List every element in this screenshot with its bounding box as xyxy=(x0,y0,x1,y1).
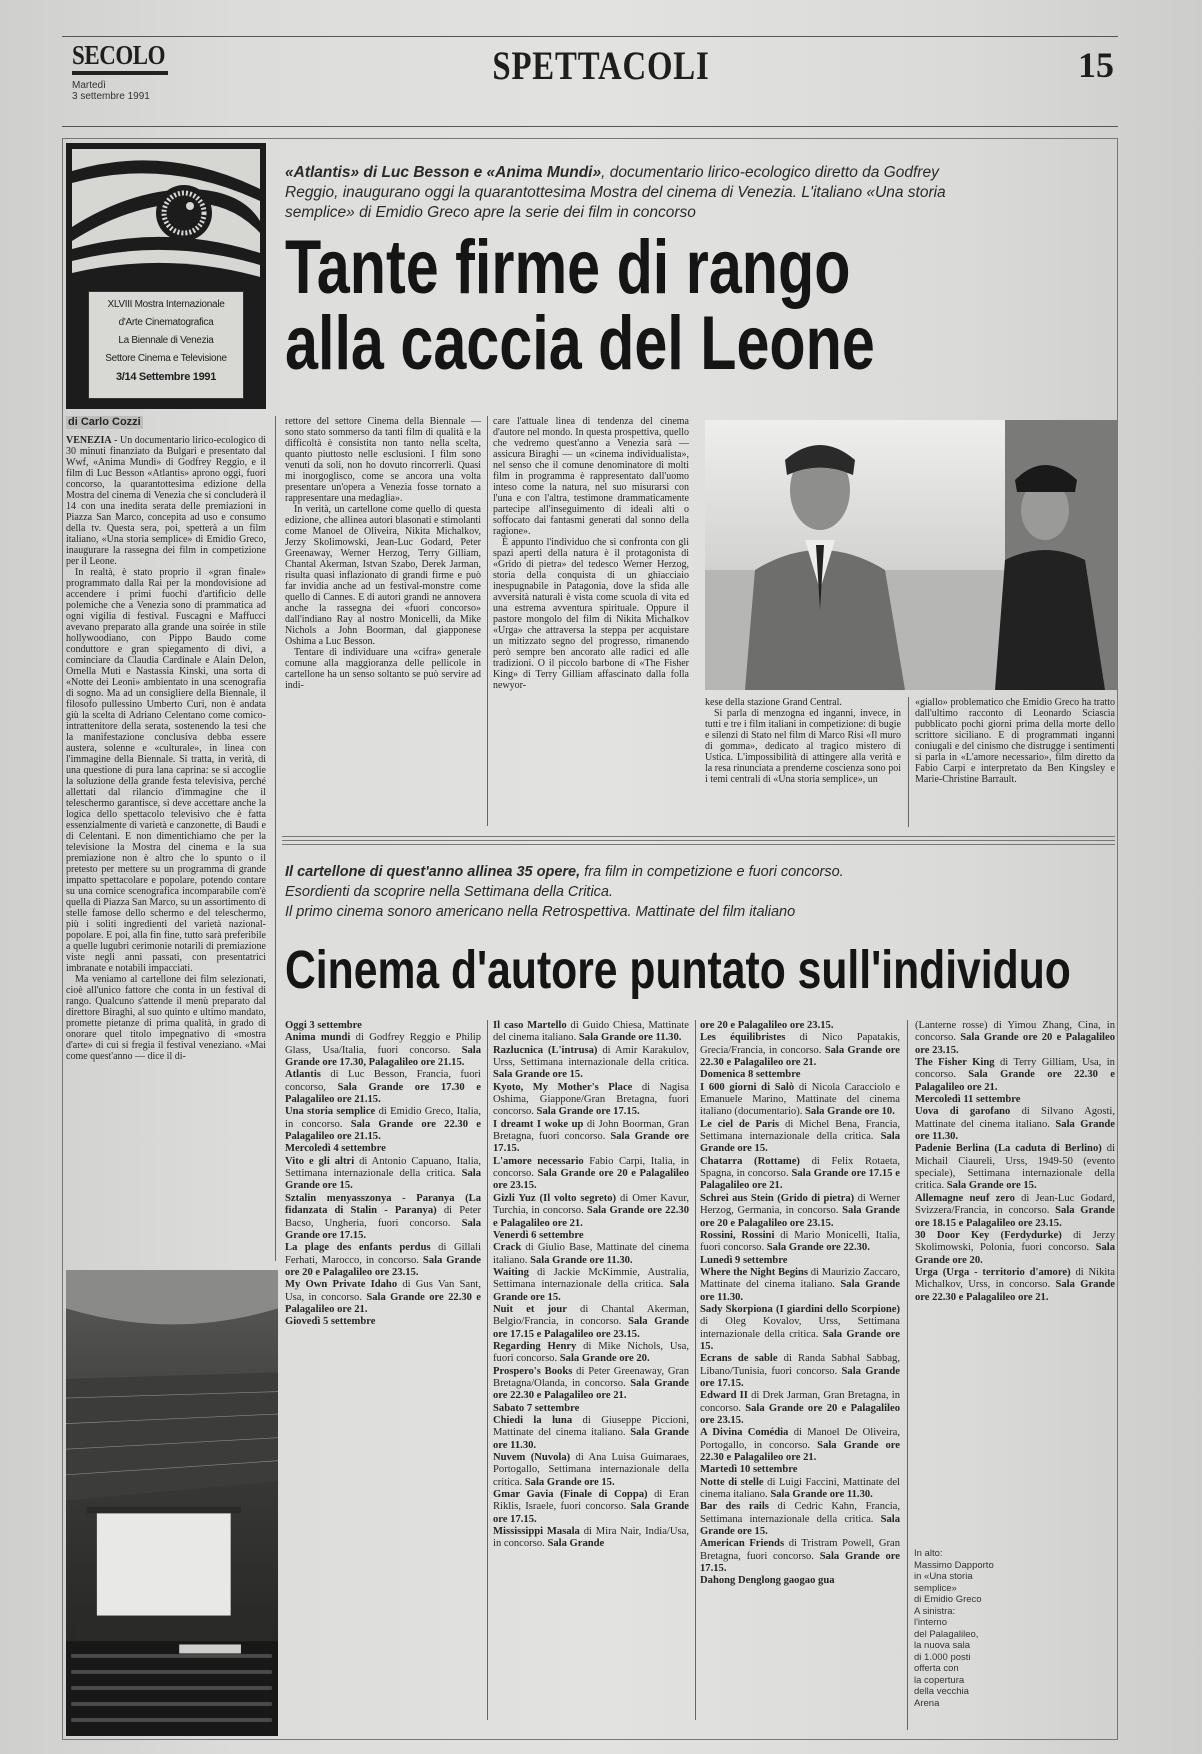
film-details: di Chantal Akerman, Belgio/Francia, in concorso. xyxy=(493,1303,689,1328)
screening-times: Sala Grande ore 17.15. xyxy=(536,1106,640,1118)
film-details: di Giuseppe Piccioni, Mattinate del cinema italiano. xyxy=(493,1415,689,1439)
film-title: L'amore necessario xyxy=(493,1155,584,1167)
film-title: Kyoto, My Mother's Place xyxy=(493,1081,633,1093)
listing-entry xyxy=(700,1427,900,1464)
film-title: Nuit et jour xyxy=(493,1303,567,1315)
listing-day-header: Sabato 7 settembre xyxy=(493,1402,580,1414)
caption-line: offerta con xyxy=(914,1663,959,1674)
screening-times: Sala Grande ore 20 e Palagalileo ore 23.15. xyxy=(700,1205,900,1229)
film-title: Nuvem (Nuvola) xyxy=(493,1452,571,1464)
screening-times: Sala Grande ore 17.15. xyxy=(493,1131,689,1155)
listing-entry xyxy=(493,1489,689,1526)
screening-times: Sala Grande ore 15. xyxy=(700,1131,900,1155)
logo-line: La Biennale di Venezia xyxy=(118,335,214,346)
listing-entry xyxy=(700,1477,900,1502)
logo-line: d'Arte Cinematografica xyxy=(118,317,214,328)
paragraph xyxy=(705,708,901,785)
article1-deck xyxy=(285,163,985,223)
listings-column-3 xyxy=(700,1020,900,1588)
film-details: di Michail Ciaureli, Urss, 1949-50 (evento speciale), Settimana internazionale della critica. xyxy=(915,1143,1116,1192)
paragraph-text: Si parla di menzogna ed inganni, invece, in tutti e tre i film italiani in competizione: di bugie e silenzi di Stato nel film di Marco Risi «Il muro di gomma», dedicato al tragico mistero di Ustica. L'impossibilità di attingere alla verità e la resa rinunciata a prenderne coscienza sono poi i temi centrali di «Una storia semplice», un xyxy=(705,708,901,785)
film-details: di Omer Kavur, Turchia, in concorso. xyxy=(493,1192,689,1217)
film-title: Uova di garofano xyxy=(915,1106,1011,1118)
screening-times: Sala Grande ore 20 e Palagalileo ore 23.15. xyxy=(285,1254,481,1278)
deck-text: fra film in competizione e fuori concorso. xyxy=(580,864,844,880)
film-details: Fabio Carpi, Italia, in concorso. xyxy=(493,1155,689,1180)
screening-times: Sala Grande ore 17.15. xyxy=(285,1217,481,1241)
header-rule xyxy=(62,126,1118,127)
film-still-photo xyxy=(705,420,1117,690)
listing-day-header: Mercoledì 4 settembre xyxy=(285,1143,386,1155)
film-title: Mississippi Masala xyxy=(493,1526,580,1538)
film-title: Gmar Gavia (Finale di Coppa) xyxy=(493,1489,648,1501)
screening-times: Sala Grande ore 20 e Palagalileo ore 23.15. xyxy=(493,1168,689,1192)
film-title: Chiedi la luna xyxy=(493,1415,573,1426)
article1-column-5 xyxy=(915,697,1115,785)
film-details: di Gus Van Sant, Usa, in concorso. xyxy=(285,1279,481,1303)
listing-entry xyxy=(700,1119,900,1156)
film-details: di Manoel De Oliveira, Portogallo, in concorso. xyxy=(700,1427,900,1451)
film-title: Vito e gli altri xyxy=(285,1155,355,1167)
logo-line: Settore Cinema e Televisione xyxy=(105,353,227,364)
screening-times: Sala Grande xyxy=(547,1538,605,1550)
paragraph-text: È appunto l'individuo che si confronta con gli spazi aperti della natura è il protagonista di «Grido di pietra» del tedesco Werner Herzog, storia della conquista di un ghiacciaio inespugnabile in Patagonia, dove la sfida alle avversità naturali è vista come scuola di vita ed una estrema avventura spirituale. Oppure il pastore mongolo del film di Nikita Michalkov «Urga» che attraversa la steppa per acquistare un mitizzato segno del progresso, rimanendo però sempre ben ancorato alle radici ed alle tradizioni. O il piccolo barbone di «The Fisher King» di Terry Gilliam affascinato dalla folla newyor- xyxy=(493,537,689,691)
deck-text: , documentario lirico-ecologico diretto da Godfrey Reggio, inaugurano oggi la quarantottesima Mostra del cinema di Venezia. L'italiano «Una storia semplice» di Emidio Greco apre la serie dei film in concorso xyxy=(285,164,946,221)
headline-line: Tante firme di rango xyxy=(285,225,851,310)
listing-entry xyxy=(285,1106,481,1143)
film-title: I 600 giorni di Salò xyxy=(700,1081,795,1093)
listing-entry xyxy=(915,1106,1115,1143)
film-details: di Tristram Powell, Gran Bretagna, fuori concorso. xyxy=(700,1538,900,1562)
listing-entry xyxy=(700,1501,900,1538)
screening-times: Sala Grande ore 11.30. xyxy=(915,1118,1115,1143)
film-title: Una storia semplice xyxy=(285,1106,376,1118)
film-title: Bar des rails xyxy=(700,1501,769,1513)
film-title: Anima mundi xyxy=(285,1032,351,1044)
listing-day-header: Oggi 3 settembre xyxy=(285,1020,362,1031)
date: 3 settembre 1991 xyxy=(72,91,150,102)
film-details: di John Boorman, Gran Bretagna, fuori concorso. xyxy=(493,1118,689,1143)
film-title: Le ciel de Paris xyxy=(700,1118,780,1130)
film-title: Waiting xyxy=(493,1266,529,1278)
film-details: di Jackie McKimmie, Australia, Settimana internazionale della critica. xyxy=(493,1266,689,1291)
film-details: di Peter Bacso, Ungheria, fuori concorso. xyxy=(285,1205,482,1229)
listing-entry xyxy=(493,1341,689,1366)
paragraph-text: kese della stazione Grand Central. xyxy=(705,697,842,708)
film-details: di Mike Nichols, Usa, fuori concorso. xyxy=(493,1340,689,1365)
listing-day-header: Venerdì 6 settembre xyxy=(493,1229,584,1241)
film-details: di Drek Jarman, Gran Bretagna, in concorso. xyxy=(700,1390,900,1414)
listing-entry xyxy=(700,1193,900,1230)
caption-line: la nuova sala xyxy=(914,1640,970,1651)
film-title: Rossini, Rossini xyxy=(700,1229,775,1241)
screening-times: Sala Grande ore 11.30. xyxy=(578,1032,682,1044)
paragraph xyxy=(493,416,689,537)
film-title: Razlucnica (L'intrusa) xyxy=(493,1044,598,1056)
screening-times: Sala Grande ore 20 e Palagalileo ore 23.15. xyxy=(700,1402,900,1426)
caption-line: del Palagalileo, xyxy=(914,1628,979,1640)
film-details: di Peter Greenaway, Gran Bretagna/Olanda, in concorso. xyxy=(493,1365,689,1389)
caption-line: A sinistra: xyxy=(914,1605,956,1617)
film-title: Chatarra (Rottame) xyxy=(700,1155,800,1167)
listing-day-header: Martedì 10 settembre xyxy=(700,1464,798,1476)
film-title: My Own Private Idaho xyxy=(285,1279,398,1291)
paragraph-text: In realtà, è stato proprio il «gran finale» programmato dalla Rai per la mondovisione ad accendere i primi fuochi d'artificio delle polemiche che a Venezia sono di prammatica ad ogni vigilia di festival. Fuscagni e Maffucci avevano preparato alla grande una soirée in stile hollywoodiano, con Pippo Baudo come conduttore e gran spiegamento di divi, a cominciare da Claudia Cardinale e Alain Delon, Ornella Muti e Nastassia Kinski, una sorta di «Notte dei Leoni» ambientato in una scenografia di sogno. Ma ad un consigliere della Biennale, il filosofo pullessino Umberto Curi, non è andata giù la scelta di Adriano Celentano come comico-intrattenitore della serata, sostenendo la tesi che la manifestazione conclusiva debba essere austera, solenne e «culturale», in linea con l'immagine della Biennale. Si tratta, in verità, di una questione di pura lana caprina: se si accoglie la soluzione della grande festa televisiva, perché allettati dal rilancio d'immagine che il teleschermo garantisce, si deve accettare anche la logica dello spettacolo televisivo che è fatta essenzialmente di varietà e canzonette, di Baudi e di Celentani. E non dimentichiamo che per la televisione la Mostra del cinema e la sua premiazione non è altro che lo spunto o il pretesto per mettere su un programma di grande impatto spettacolare e popolare, potendo contare su una cornice scenografica incomparabile com'è quella di Piazza San Marco, su un assortimento di stelle famose dello schermo e del teleschermo, più i soliti ingredienti del varietà nazional-popolare. E poi, alla fin fine, tutto sarà preferibile a quelle lugubri cerimonie notarili di premiazione viste negli anni passati, con presentatrici imbranate e notabili impacciati. xyxy=(66,567,266,974)
screening-times: Sala Grande ore 11.30. xyxy=(770,1489,873,1501)
screening-times: Sala Grande ore 22.30 e Palagalileo ore 21. xyxy=(285,1291,481,1315)
listing-entry xyxy=(700,1575,900,1587)
film-details: di Giulio Base, Mattinate del cinema italiano. xyxy=(493,1242,689,1266)
screening-times: Sala Grande ore 15. xyxy=(493,1279,689,1303)
listing-entry xyxy=(493,1242,689,1267)
film-title: Prospero's Books xyxy=(493,1365,573,1377)
listing-entry xyxy=(493,1304,689,1341)
section-title: SPETTACOLI xyxy=(492,43,710,88)
listing-entry xyxy=(285,1279,481,1316)
logo-line: 3/14 Settembre 1991 xyxy=(115,371,217,383)
screening-times: Sala Grande ore 22.30 e Palagalileo ore 21.15. xyxy=(285,1118,481,1143)
film-title: Gizli Yuz (Il volto segreto) xyxy=(493,1192,617,1204)
caption-line: Massimo Dapporto xyxy=(914,1559,994,1571)
film-title: Allemagne neuf zero xyxy=(915,1192,1015,1204)
film-details: di Nikita Michalkov, Urss, in concorso. xyxy=(915,1266,1115,1291)
listing-entry xyxy=(915,1267,1115,1304)
listing-entry xyxy=(493,1020,689,1045)
film-title: Crack xyxy=(493,1242,522,1254)
masthead: SECOLO xyxy=(72,40,166,70)
paragraph xyxy=(66,974,266,1062)
deck-line: Il primo cinema sonoro americano nella Retrospettiva. Mattinate del film italiano xyxy=(285,904,796,920)
paragraph xyxy=(285,504,481,647)
column-divider xyxy=(695,1020,696,1720)
listing-entry xyxy=(700,1304,900,1353)
film-details: di Ana Luisa Guimaraes, Portogallo, Settimana internazionale della critica. xyxy=(493,1452,689,1488)
screening-times: Sala Grande ore 11.30. xyxy=(493,1427,689,1451)
listing-entry xyxy=(493,1193,689,1230)
listing-entry xyxy=(700,1082,900,1119)
film-details: di Jerzy Skolimowski, Polonia, fuori concorso. xyxy=(915,1229,1116,1254)
screening-times: Sala Grande ore 15. xyxy=(285,1168,481,1192)
film-details: di Gillali Ferhati, Marocco, in concorso. xyxy=(285,1242,482,1266)
film-details: di Oleg Kovalov, Urss, Settimana internazionale della critica. xyxy=(700,1316,900,1340)
film-title: 30 Door Key (Ferdydurke) xyxy=(915,1229,1062,1241)
section-separator xyxy=(282,836,1115,837)
listing-entry xyxy=(285,1069,481,1106)
paragraph-text: Ma veniamo al cartellone dei film selezionati, cioè all'unico fattore che conta in un festival di rango. Qualcuno s'attende il menù preparato dal direttore Biraghi, al suo quinto e ultimo mandato, promette pietanze di prima qualità, in grado di onorare quel titolo impegnativo di «mostra d'arte» di cui si fregia il festival veneziano. «Mai come quest'anno — dice il di- xyxy=(66,974,266,1062)
paragraph xyxy=(915,697,1115,785)
listings-column-1 xyxy=(285,1020,481,1329)
section-separator xyxy=(282,840,1115,841)
caption-line: l'interno xyxy=(914,1617,947,1628)
section-separator xyxy=(282,844,1115,845)
listing-entry xyxy=(700,1032,900,1069)
paragraph xyxy=(493,537,689,691)
screening-times: Sala Grande ore 22.30 e Palagalileo ore 21. xyxy=(700,1044,900,1069)
screening-times: Sala Grande ore 11.30. xyxy=(700,1279,900,1303)
film-title: Atlantis xyxy=(285,1069,321,1081)
paragraph-text: «giallo» problematico che Emidio Greco ha tratto dall'ultimo racconto di Leonardo Sciascia pubblicato pochi giorni prima della morte dello scrittore siciliano. E di programmati inganni coniugali e del cinismo che distrugge i sentimenti si parla in «L'amore necessario», film diretto da Fabio Carpi e interpretato da Ben Kingsley e Marie-Christine Barrault. xyxy=(915,697,1115,785)
paragraph-text: In verità, un cartellone come quello di questa edizione, che allinea autori blasonati e stimolanti come Manoel de Oliveira, Nikita Michalkov, Jerzy Skolimowski, Jean-Luc Godard, Peter Greenaway, Werner Herzog, Terry Gilliam, Chantal Akerman, Istvan Szabo, Derek Jarman, risulta quasi inflazionato di grandi firme e può far invidia anche ad un festival-monstre come quello di Cannes. E di autori grandi ne annovera anche la rassegna dei «fuori concorso» dall'indiano Ray al nostro Monicelli, da Mike Nichols a John Boorman, dal giapponese Oshima a Luc Besson. xyxy=(285,504,481,647)
film-title: Les équilibristes xyxy=(700,1032,786,1044)
film-details: di Luigi Faccini, Mattinate del cinema italiano. xyxy=(700,1476,900,1501)
logo-line: XLVIII Mostra Internazionale xyxy=(107,299,225,310)
paragraph xyxy=(285,416,481,504)
listing-entry xyxy=(915,1193,1115,1230)
festival-logo xyxy=(66,143,266,409)
film-details: di Felix Rotaeta, Spagna, in concorso. xyxy=(700,1155,900,1180)
column-divider xyxy=(487,1020,488,1720)
film-title: A Divina Comédia xyxy=(700,1427,789,1439)
film-details: di Luc Besson, Francia, fuori concorso, xyxy=(285,1069,481,1093)
logo-text xyxy=(88,291,244,399)
listings-column-4 xyxy=(915,1020,1115,1304)
screening-times: Sala Grande ore 22.30 e Palagalileo ore 21. xyxy=(915,1279,1115,1303)
film-details: di Cedric Kahn, Francia, Settimana internazionale della critica. xyxy=(700,1501,900,1525)
listing-entry xyxy=(700,1538,900,1575)
listing-day-header: Lunedì 9 settembre xyxy=(700,1254,788,1266)
caption-line: In alto: xyxy=(914,1548,943,1559)
paragraph xyxy=(285,647,481,691)
film-details: di Nico Papatakis, Grecia/Francia, in concorso. xyxy=(700,1032,900,1056)
paragraph-text: Tentare di individuare una «cifra» generale comune alla maggioranza delle pellicole in cartellone ha un senso soltanto se può servire ad indi- xyxy=(285,647,481,691)
screening-times: Sala Grande ore 17.15. xyxy=(700,1550,900,1575)
paragraph-text: care l'attuale linea di tendenza del cinema d'autore nel mondo. In questa prospettiva, quello che vedremo quest'anno a Venezia sarà — assicura Biraghi — un «cinema individualista», nel senso che il comune denominatore di molti film in programma è rappresentato dall'uomo inteso come la natura, nel suo misurarsi con l'una e con l'altra, testimone drammaticamente partecipe all'inseguimento di ideali alti o soffocato dai fantasmi generati dal sonno della ragione». xyxy=(493,416,689,537)
listing-entry xyxy=(493,1526,689,1551)
film-title: Sztalin menyasszonya - Paranya (La fidanzata di Stalin - Paranya) xyxy=(285,1192,481,1217)
deck-line: Esordienti da scoprire nella Settimana della Critica. xyxy=(285,884,614,900)
listing-entry xyxy=(700,1020,900,1032)
listing-entry xyxy=(700,1353,900,1390)
theater-image xyxy=(66,1270,278,1736)
screening-times: Sala Grande ore 22.30 e Palagalileo ore 21. xyxy=(493,1377,689,1402)
listing-entry xyxy=(285,1156,481,1193)
screening-times: Sala Grande ore 20. xyxy=(559,1353,650,1365)
column-text xyxy=(66,435,266,1062)
caption-line: la copertura xyxy=(914,1674,965,1686)
film-title: Sady Skorpiona (I giardini dello Scorpione) xyxy=(700,1303,900,1315)
screening-times: Sala Grande ore 22.30 e Palagalileo ore 21. xyxy=(493,1205,689,1229)
deck-bold: «Atlantis» di Luc Besson e «Anima Mundi» xyxy=(285,164,602,181)
listing-entry xyxy=(285,1193,481,1242)
film-details: di Antonio Capuano, Italia, Settimana internazionale della critica. xyxy=(285,1155,481,1180)
listing-entry xyxy=(493,1119,689,1156)
article1-column-3 xyxy=(493,416,689,691)
screening-times: Sala Grande ore 20. xyxy=(915,1242,1115,1266)
listing-day-header: Mercoledì 11 settembre xyxy=(915,1094,1021,1106)
film-details: di Guido Chiesa, Mattinate del cinema italiano. xyxy=(493,1020,689,1044)
caption-line: di Emidio Greco xyxy=(914,1594,982,1605)
film-details: di Jean-Luc Godard, Svizzera/Francia, in concorso. xyxy=(915,1192,1115,1217)
film-title: The Fisher King xyxy=(915,1057,995,1069)
screening-times: Sala Grande ore 22.30 e Palagalileo ore 21. xyxy=(700,1439,900,1464)
paragraph xyxy=(66,435,266,567)
listing-entry xyxy=(285,1032,481,1069)
caption-line: in «Una storia xyxy=(914,1571,973,1582)
film-details: di Godfrey Reggio e Philip Glass, Usa/Italia, fuori concorso. xyxy=(285,1032,482,1056)
article1-column-4 xyxy=(705,697,901,785)
film-details: di Amir Karakulov, Urss, Settimana internazionale della critica. xyxy=(493,1044,689,1069)
listing-entry xyxy=(493,1452,689,1489)
listing-entry xyxy=(700,1230,900,1255)
caption-line: di 1.000 posti xyxy=(914,1651,971,1663)
listing-entry xyxy=(915,1020,1115,1057)
top-rule xyxy=(62,36,1118,37)
paragraph xyxy=(705,697,901,708)
screening-times: Sala Grande ore 15. xyxy=(700,1513,900,1538)
listing-entry xyxy=(493,1415,689,1452)
screening-times: Sala Grande ore 17.15 e Palagalileo ore 23.15. xyxy=(493,1316,689,1340)
film-details: di Mira Nair, India/Usa, in concorso. xyxy=(493,1526,689,1550)
article1-column-1 xyxy=(66,416,266,1062)
film-details: di Randa Sabhal Sabbag, Libano/Tunisia, fuori concorso. xyxy=(700,1353,900,1377)
listing-day-header: Domenica 8 settembre xyxy=(700,1069,801,1081)
screening-times: Sala Grande ore 20 e Palagalileo ore 23.15. xyxy=(915,1032,1115,1056)
listing-entry xyxy=(493,1156,689,1193)
film-title: La plage des enfants perdus xyxy=(285,1242,431,1254)
screening-times: Sala Grande ore 17.30 e Palagalileo ore 21.15. xyxy=(285,1081,482,1106)
screening-times: Sala Grande ore 15. xyxy=(524,1476,615,1488)
screening-times: Sala Grande ore 22.30 e Palagalileo ore 21. xyxy=(915,1069,1116,1093)
screening-times: Sala Grande ore 17.15. xyxy=(493,1501,689,1525)
listing-entry xyxy=(285,1242,481,1279)
film-details: di Werner Herzog, Germania, in concorso. xyxy=(700,1192,900,1217)
film-title: Il caso Martello xyxy=(493,1020,567,1031)
listing-entry xyxy=(493,1045,689,1082)
eye-icon xyxy=(72,149,260,289)
film-details: di Maurizio Zaccaro, Mattinate del cinema italiano. xyxy=(700,1266,900,1291)
listing-entry xyxy=(493,1267,689,1304)
listing-entry xyxy=(700,1390,900,1427)
listing-entry xyxy=(700,1156,900,1193)
caption-line: della vecchia xyxy=(914,1686,969,1697)
listing-entry xyxy=(700,1267,900,1304)
listing-entry xyxy=(915,1143,1115,1192)
screening-times: Sala Grande ore 15. xyxy=(946,1180,1037,1192)
listing-entry xyxy=(493,1082,689,1119)
listings-column-2 xyxy=(493,1020,689,1551)
paragraph-text: - Un documentario lirico-ecologico di 30 minuti finanziato da Bulgari e presentato dal Wwf, «Anima Mundi» di Godfrey Reggio, e il film di Luc Besson «Atlantis» aprono oggi, fuori concorso, la quarantottesima edizione della Mostra del cinema di Venezia che si concluderà il 14 con una inedita serata delle premiazioni in Piazza San Marco, concepita ad uso e consumo della tv. Questa sera, poi, spetterà a un film italiano, «Una storia semplice» di Emidio Greco, inaugurare la rassegna dei film in competizione per il Leone. xyxy=(66,435,266,567)
article1-headline xyxy=(285,225,875,386)
deck-bold: Il cartellone di quest'anno allinea 35 opere, xyxy=(285,864,581,880)
film-title: Edward II xyxy=(700,1390,748,1402)
film-title: Where the Night Begins xyxy=(700,1266,809,1278)
screening-times: Sala Grande ore 17.15 e Palagalileo ore 21. xyxy=(700,1168,900,1192)
paragraph-text: rettore del settore Cinema della Biennale — sono stato sommerso da tanti film di qualità e la difficoltà è consistita non tanto nella scelta, quanto piuttosto nelle esclusioni. I film sono venuti da soli, non ho dovuto rincorrerli. Quasi mi inorgoglisco, come se ancora una volta presentare un'opera a Venezia fosse tornato a rappresentare una medaglia». xyxy=(285,416,481,504)
column-divider xyxy=(487,416,488,826)
caption-line: Arena xyxy=(914,1697,940,1709)
headline-line: alla caccia del Leone xyxy=(285,301,875,386)
palagalileo-interior-photo xyxy=(66,1270,278,1736)
article1-column-2 xyxy=(285,416,481,691)
column-divider xyxy=(908,697,909,827)
weekday: Martedì xyxy=(72,80,106,91)
deck-line xyxy=(285,862,1005,882)
screening-times: Sala Grande ore 15. xyxy=(493,1069,583,1081)
film-details: (Lanterne rosse) di Yimou Zhang, Cina, in concorso. xyxy=(915,1020,1115,1044)
screening-times: Sala Grande ore 17.30, Palagalileo ore 21.15. xyxy=(285,1044,481,1069)
film-details: di Terry Gilliam, Usa, in concorso. xyxy=(915,1057,1115,1081)
page-number: 15 xyxy=(1078,45,1114,85)
screening-times: Sala Grande ore 17.15. xyxy=(700,1365,900,1389)
film-title: Schrei aus Stein (Grido di pietra) xyxy=(700,1192,855,1204)
screening-times: Sala Grande ore 22.30. xyxy=(766,1242,870,1254)
screening-times: Sala Grande ore 11.30. xyxy=(530,1254,633,1266)
photo-caption xyxy=(914,1548,1014,1709)
screening-times: ore 20 e Palagalileo ore 23.15. xyxy=(700,1020,834,1031)
screening-times: Sala Grande ore 10. xyxy=(805,1106,895,1118)
film-title: Dahong Denglong gaogao gua xyxy=(700,1575,835,1587)
listing-entry xyxy=(493,1366,689,1403)
column-divider xyxy=(275,416,276,1261)
byline: di Carlo Cozzi xyxy=(68,416,141,428)
film-title: Notte di stelle xyxy=(700,1476,764,1488)
film-details: di Emidio Greco, Italia, in concorso. xyxy=(285,1106,481,1130)
film-details: di Nicola Caracciolo e Emanuele Marino, Mattinate del cinema italiano (documentario). xyxy=(700,1081,900,1118)
film-details: di Eran Riklis, Israele, fuori concorso. xyxy=(493,1489,689,1513)
column-divider xyxy=(907,1020,908,1730)
caption-line: semplice» xyxy=(914,1582,957,1594)
paragraph xyxy=(66,567,266,974)
listing-entry xyxy=(915,1230,1115,1267)
film-still-image xyxy=(705,420,1117,690)
screening-times: Sala Grande ore 15. xyxy=(700,1328,900,1352)
film-title: I dreamt I woke up xyxy=(493,1118,584,1130)
film-details: di Michel Bena, Francia, Settimana internazionale della critica. xyxy=(700,1118,900,1143)
film-title: Ecrans de sable xyxy=(700,1353,778,1365)
listing-entry xyxy=(915,1057,1115,1094)
film-title: Regarding Henry xyxy=(493,1340,577,1352)
listing-day-header: Giovedì 5 settembre xyxy=(285,1316,376,1328)
article2-headline: Cinema d'autore puntato sull'individuo xyxy=(285,940,1071,1000)
article2-deck xyxy=(285,862,1005,922)
dateline: VENEZIA xyxy=(66,435,112,446)
film-details: di Nagisa Oshima, Giappone/Gran Bretagna, fuori concorso. xyxy=(493,1081,689,1118)
film-details: di Silvano Agosti, Mattinate del cinema italiano. xyxy=(915,1106,1116,1130)
film-details: di Mario Monicelli, Italia, fuori concorso. xyxy=(700,1229,900,1254)
screening-times: Sala Grande ore 18.15 e Palagalileo ore 23.15. xyxy=(915,1205,1115,1229)
film-title: Urga (Urga - territorio d'amore) xyxy=(915,1266,1071,1278)
film-title: American Friends xyxy=(700,1538,785,1550)
film-title: Padenie Berlina (La caduta di Berlino) xyxy=(915,1143,1102,1155)
